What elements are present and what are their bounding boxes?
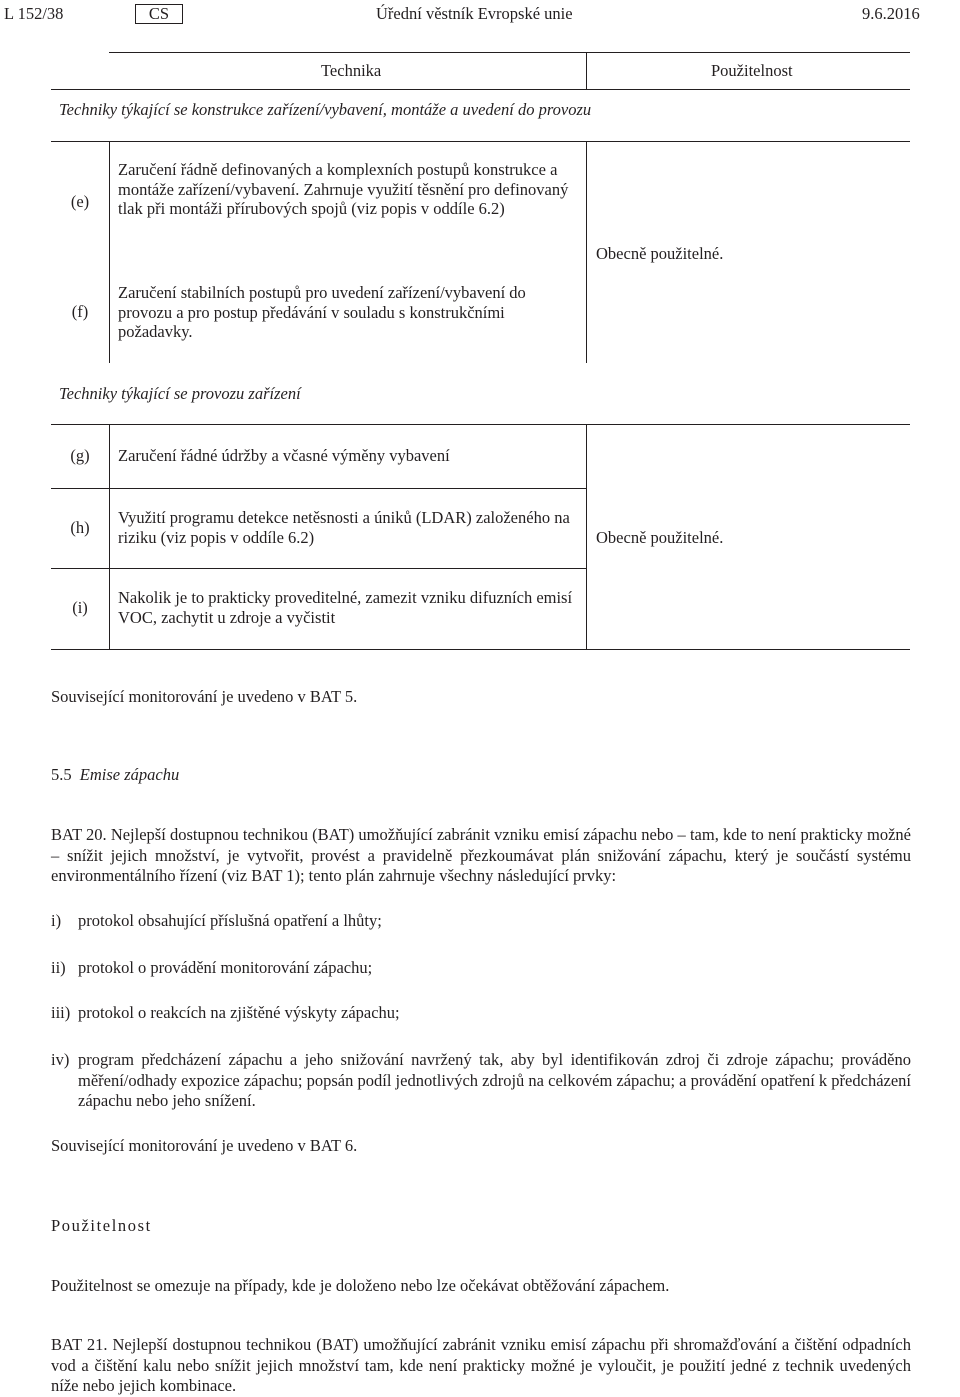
list-item-number: iii) [51, 1003, 71, 1022]
monitoring-note-bat5: Související monitorování je uvedeno v BAT 5. [51, 687, 358, 706]
section1-rule [51, 141, 910, 142]
section2-label-divider [109, 424, 110, 649]
list-item-number: iv) [51, 1050, 70, 1069]
section1-col-divider [586, 141, 587, 363]
row-g-label: (g) [70, 446, 90, 465]
section-title: Emise zápachu [79, 765, 180, 784]
col-header-technika: Technika [321, 61, 382, 80]
section2-applicability: Obecně použitelné. [596, 528, 724, 547]
monitoring-note-bat6: Související monitorování je uvedeno v BAT 6. [51, 1136, 358, 1155]
journal-title: Úřední věstník Evropské unie [376, 4, 573, 23]
bat21-paragraph: BAT 21. Nejlepší dostupnou technikou (BAT) umožňující zabránit vzniku emisí zápachu při shromažďování a čištění odpadních vod a čištění kalu nebo snížit jejich množství tam, kde není prakticky možné je vyloučit, je použití jedné z technik uvedených níže nebo jejich kombinace. [51, 1335, 911, 1395]
header-col-divider [586, 52, 587, 89]
section2-rule [51, 424, 910, 425]
row-g-rule [51, 488, 587, 489]
table-header-rule [51, 89, 910, 90]
list-item-text: protokol obsahující příslušná opatření a lhůty; [78, 911, 382, 930]
bat20-paragraph: BAT 20. Nejlepší dostupnou technikou (BAT) umožňující zabránit vzniku emisí zápachu nebo – tam, kde to není prakticky možné – snížit jejich množství, je vytvořit, provést a pravidelně přezkoumávat plán snižování zápachu, který je součástí systému environmentálního řízení (viz BAT 1); tento plán zahrnuje všechny následující prvky: [51, 825, 911, 885]
row-e-label: (e) [70, 192, 90, 211]
table-top-rule [109, 52, 910, 53]
language-code: CS [135, 4, 183, 24]
row-h-text: Využití programu detekce netěsnosti a úniků (LDAR) založeného na riziku (viz popis v oddíle 6.2) [118, 508, 570, 547]
row-g-text: Zaručení řádné údržby a včasné výměny vybavení [118, 446, 450, 465]
page-ref: L 152/38 [4, 4, 64, 23]
list-item-text: protokol o provádění monitorování zápachu; [78, 958, 373, 977]
applicability-text: Použitelnost se omezuje na případy, kde je doloženo nebo lze očekávat obtěžování zápachem. [51, 1276, 670, 1295]
row-f-label: (f) [71, 302, 89, 321]
section1-title: Techniky týkající se konstrukce zařízení/vybavení, montáže a uvedení do provozu [59, 100, 592, 119]
section1-label-divider [109, 141, 110, 363]
row-i-text: Nakolik je to prakticky proveditelné, zamezit vzniku difuzních emisí VOC, zachytit u zdroje a vyčistit [118, 588, 573, 627]
row-i-label: (i) [72, 598, 88, 617]
row-e-text: Zaručení řádně definovaných a komplexních postupů konstrukce a montáže zařízení/vybavení. Zahrnuje využití těsnění pro definovaný tlak při montáži přírubových spojů (viz popis v oddíle 6.2) [118, 160, 569, 218]
section2-col-divider [586, 424, 587, 649]
section-heading [51, 765, 179, 785]
list-item-number: ii) [51, 958, 66, 977]
section-number: 5.5 [51, 765, 72, 784]
list-item-number: i) [51, 911, 62, 930]
col-header-pouzitelnost: Použitelnost [711, 61, 793, 80]
table-bottom-rule [51, 649, 910, 650]
section1-applicability: Obecně použitelné. [596, 244, 724, 263]
row-f-text: Zaručení stabilních postupů pro uvedení zařízení/vybavení do provozu a pro postup předávání v souladu s konstrukčními požadavky. [118, 283, 526, 341]
publication-date: 9.6.2016 [862, 4, 920, 23]
row-h-label: (h) [70, 518, 90, 537]
list-item-text: program předcházení zápachu a jeho snižování navržený tak, aby byl identifikován zdroj či zdroje zápachu; prováděno měření/odhady expozice zápachu; popsán podíl jednotlivých zdrojů na celkovém zápachu; a provádění opatření k předcházení zápachu nebo jeho snížení. [78, 1050, 911, 1110]
row-h-rule [51, 568, 587, 569]
section2-title: Techniky týkající se provozu zařízení [59, 384, 301, 403]
applicability-heading: Použitelnost [51, 1216, 152, 1235]
list-item [51, 1050, 911, 1112]
list-item-text: protokol o reakcích na zjištěné výskyty zápachu; [78, 1003, 400, 1022]
